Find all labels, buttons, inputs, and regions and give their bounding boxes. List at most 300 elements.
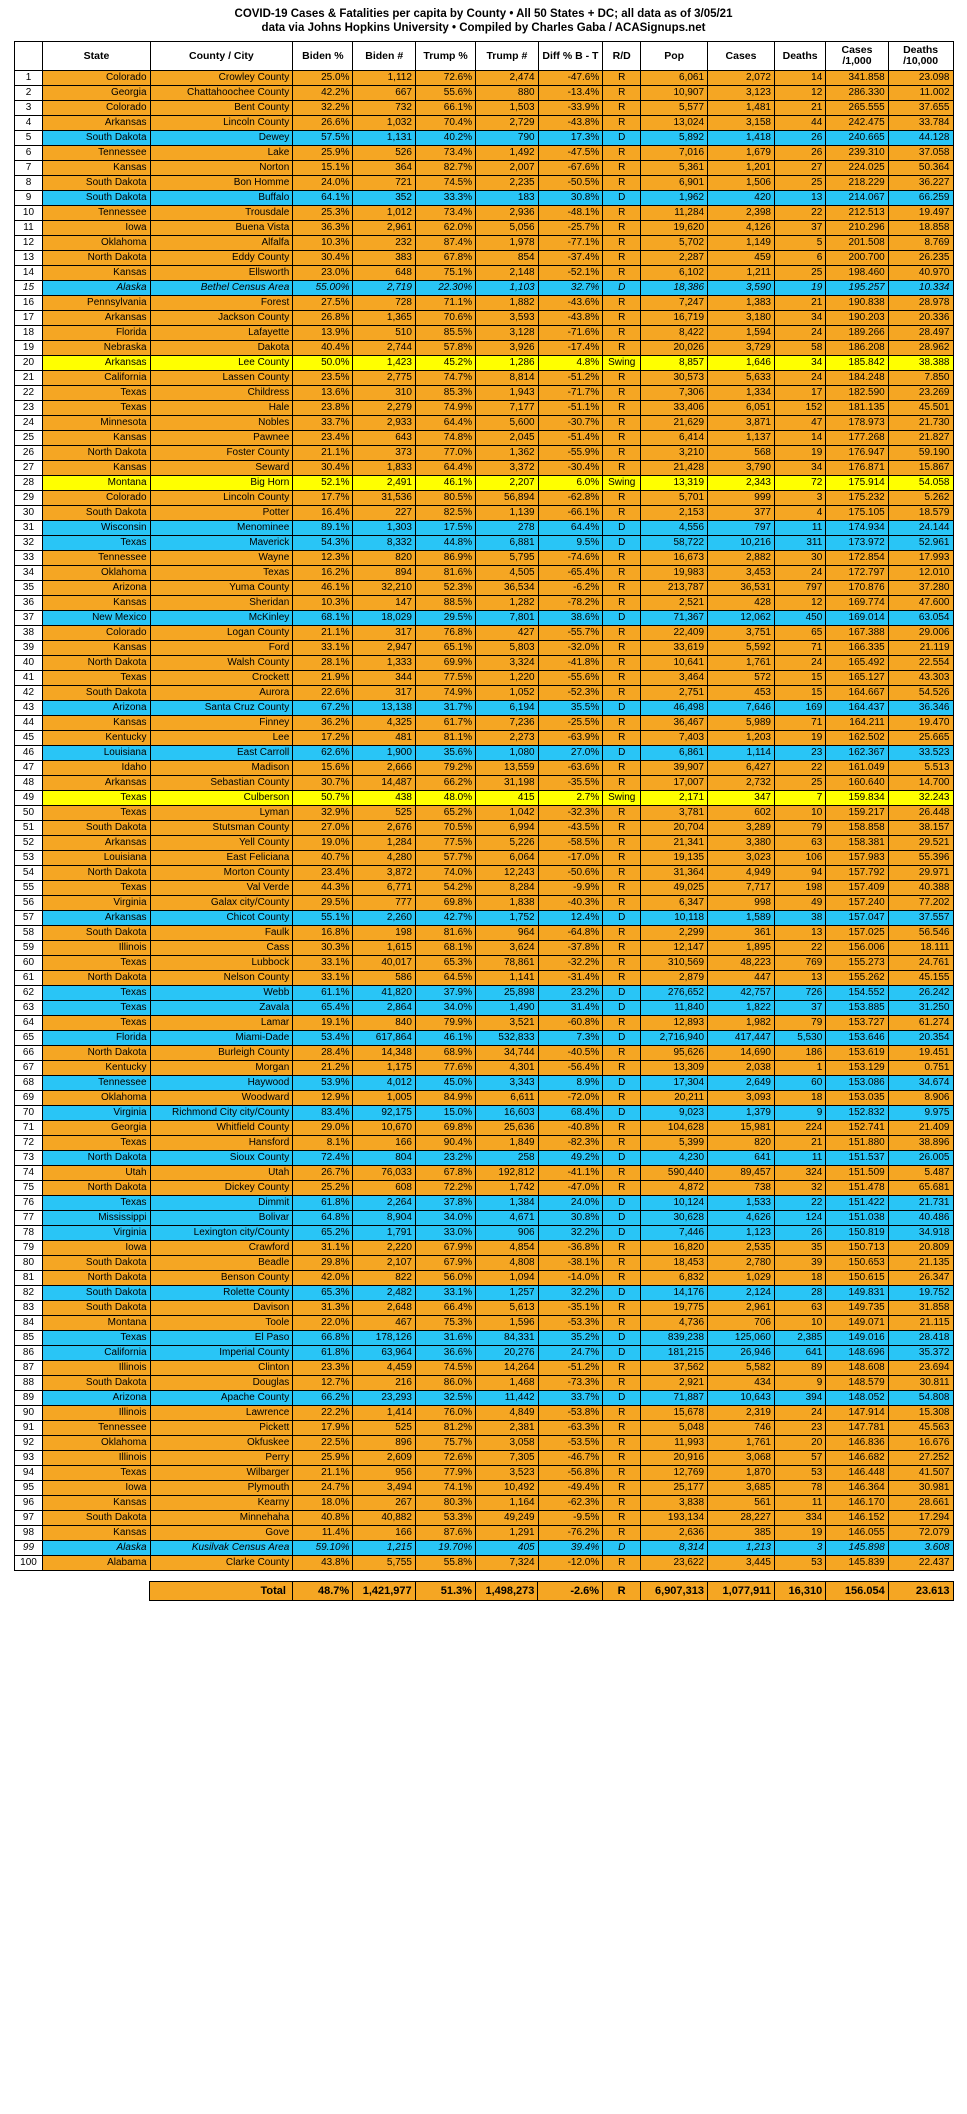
row-biden-num: 2,260: [353, 911, 415, 926]
row-pop: 71,887: [641, 1391, 708, 1406]
row-deaths-per-10k: 41.507: [888, 1466, 953, 1481]
row-cases-per-1k: 175.232: [826, 491, 888, 506]
row-county: Apache County: [150, 1391, 293, 1406]
row-county: Nelson County: [150, 971, 293, 986]
row-diff: -32.2%: [538, 956, 603, 971]
row-deaths: 22: [774, 1196, 825, 1211]
row-biden-num: 92,175: [353, 1106, 415, 1121]
row-rd: R: [603, 341, 641, 356]
row-biden-pct: 30.4%: [293, 251, 353, 266]
table-header-row: [14, 42, 953, 71]
row-diff: 12.4%: [538, 911, 603, 926]
row-trump-num: 56,894: [476, 491, 538, 506]
row-rd: R: [603, 776, 641, 791]
row-trump-num: 1,503: [476, 101, 538, 116]
row-trump-pct: 23.2%: [415, 1151, 475, 1166]
row-state: Kansas: [43, 641, 150, 656]
row-biden-pct: 24.0%: [293, 176, 353, 191]
row-trump-pct: 77.6%: [415, 1061, 475, 1076]
row-trump-pct: 74.5%: [415, 1361, 475, 1376]
row-deaths-per-10k: 18.858: [888, 221, 953, 236]
row-deaths: 58: [774, 341, 825, 356]
row-deaths: 12: [774, 596, 825, 611]
row-cases-per-1k: 190.203: [826, 311, 888, 326]
row-diff: 4.8%: [538, 356, 603, 371]
row-county: Texas: [150, 566, 293, 581]
row-trump-num: 36,534: [476, 581, 538, 596]
row-state: Oklahoma: [43, 1436, 150, 1451]
row-county: Hansford: [150, 1136, 293, 1151]
row-cases: 417,447: [708, 1031, 775, 1046]
row-state: North Dakota: [43, 866, 150, 881]
row-cases: 3,023: [708, 851, 775, 866]
row-deaths: 37: [774, 221, 825, 236]
row-county: East Carroll: [150, 746, 293, 761]
row-deaths: 10: [774, 1316, 825, 1331]
row-deaths: 15: [774, 686, 825, 701]
row-pop: 11,840: [641, 1001, 708, 1016]
row-rank: 40: [14, 656, 43, 671]
row-county: Rolette County: [150, 1286, 293, 1301]
table-row: [14, 101, 953, 116]
row-deaths-per-10k: 21.827: [888, 431, 953, 446]
table-row: [14, 1046, 953, 1061]
row-county: Lexington city/County: [150, 1226, 293, 1241]
row-trump-pct: 68.9%: [415, 1046, 475, 1061]
row-rd: R: [603, 1436, 641, 1451]
row-trump-pct: 82.7%: [415, 161, 475, 176]
row-trump-pct: 87.6%: [415, 1526, 475, 1541]
row-diff: -62.8%: [538, 491, 603, 506]
row-deaths: 6: [774, 251, 825, 266]
row-cases: 797: [708, 521, 775, 536]
row-deaths: 797: [774, 581, 825, 596]
row-rank: 58: [14, 926, 43, 941]
row-rank: 28: [14, 476, 43, 491]
row-deaths: 25: [774, 776, 825, 791]
row-deaths: 17: [774, 386, 825, 401]
row-deaths-per-10k: 17.993: [888, 551, 953, 566]
row-diff: -52.3%: [538, 686, 603, 701]
row-deaths: 26: [774, 131, 825, 146]
row-pop: 30,628: [641, 1211, 708, 1226]
row-deaths-per-10k: 55.396: [888, 851, 953, 866]
row-pop: 8,422: [641, 326, 708, 341]
row-county: Kearny: [150, 1496, 293, 1511]
row-cases: 3,180: [708, 311, 775, 326]
row-biden-pct: 22.6%: [293, 686, 353, 701]
row-cases-per-1k: 178.973: [826, 416, 888, 431]
row-biden-num: 1,112: [353, 71, 415, 86]
row-trump-num: 1,282: [476, 596, 538, 611]
table-row: [14, 641, 953, 656]
row-county: Morton County: [150, 866, 293, 881]
row-state: Mississippi: [43, 1211, 150, 1226]
row-biden-pct: 32.2%: [293, 101, 353, 116]
row-pop: 6,901: [641, 176, 708, 191]
row-county: Lee: [150, 731, 293, 746]
row-cases-per-1k: 151.509: [826, 1166, 888, 1181]
table-row: [14, 461, 953, 476]
row-biden-num: 1,365: [353, 311, 415, 326]
row-pop: 71,367: [641, 611, 708, 626]
row-cases: 2,882: [708, 551, 775, 566]
row-trump-num: 1,141: [476, 971, 538, 986]
row-deaths-per-10k: 72.079: [888, 1526, 953, 1541]
row-cases-per-1k: 161.049: [826, 761, 888, 776]
row-trump-pct: 46.1%: [415, 476, 475, 491]
row-cases-per-1k: 198.460: [826, 266, 888, 281]
row-deaths-per-10k: 50.364: [888, 161, 953, 176]
row-rd: R: [603, 626, 641, 641]
row-rd: R: [603, 1061, 641, 1076]
row-deaths-per-10k: 54.058: [888, 476, 953, 491]
row-biden-num: 648: [353, 266, 415, 281]
row-diff: -63.6%: [538, 761, 603, 776]
row-biden-pct: 17.2%: [293, 731, 353, 746]
row-diff: -47.0%: [538, 1181, 603, 1196]
row-cases: 48,223: [708, 956, 775, 971]
totals-deaths-per-10k: 23.613: [888, 1582, 953, 1601]
row-cases-per-1k: 153.646: [826, 1031, 888, 1046]
row-biden-num: 40,017: [353, 956, 415, 971]
row-diff: -67.6%: [538, 161, 603, 176]
table-row: [14, 911, 953, 926]
row-cases-per-1k: 170.876: [826, 581, 888, 596]
row-diff: 35.5%: [538, 701, 603, 716]
row-biden-pct: 44.3%: [293, 881, 353, 896]
row-county: Buffalo: [150, 191, 293, 206]
row-county: Dickey County: [150, 1181, 293, 1196]
row-deaths: 22: [774, 941, 825, 956]
row-deaths: 37: [774, 1001, 825, 1016]
totals-biden-num: 1,421,977: [353, 1582, 415, 1601]
row-state: Oklahoma: [43, 1091, 150, 1106]
row-state: Montana: [43, 1316, 150, 1331]
row-rank: 78: [14, 1226, 43, 1241]
row-biden-pct: 36.3%: [293, 221, 353, 236]
row-state: Louisiana: [43, 851, 150, 866]
totals-row: [14, 1582, 954, 1601]
table-row: [14, 476, 953, 491]
row-biden-num: 2,666: [353, 761, 415, 776]
row-deaths: 24: [774, 371, 825, 386]
row-rd: R: [603, 1496, 641, 1511]
row-diff: -63.9%: [538, 731, 603, 746]
row-rank: 50: [14, 806, 43, 821]
col-header-cases-per-1k: Cases /1,000: [826, 42, 888, 71]
row-trump-pct: 34.0%: [415, 1001, 475, 1016]
row-biden-pct: 62.6%: [293, 746, 353, 761]
row-deaths-per-10k: 28.418: [888, 1331, 953, 1346]
table-row: [14, 716, 953, 731]
row-biden-pct: 16.4%: [293, 506, 353, 521]
row-rd: R: [603, 1466, 641, 1481]
row-rank: 77: [14, 1211, 43, 1226]
row-trump-num: 25,636: [476, 1121, 538, 1136]
row-diff: -9.5%: [538, 1511, 603, 1526]
row-deaths: 53: [774, 1466, 825, 1481]
row-biden-num: 14,348: [353, 1046, 415, 1061]
row-cases: 1,646: [708, 356, 775, 371]
row-biden-pct: 18.0%: [293, 1496, 353, 1511]
row-rank: 63: [14, 1001, 43, 1016]
row-biden-num: 40,882: [353, 1511, 415, 1526]
row-deaths: 10: [774, 806, 825, 821]
totals-pop: 6,907,313: [641, 1582, 708, 1601]
row-diff: -66.1%: [538, 506, 603, 521]
row-rank: 41: [14, 671, 43, 686]
row-pop: 276,652: [641, 986, 708, 1001]
row-rd: R: [603, 416, 641, 431]
row-trump-num: 1,052: [476, 686, 538, 701]
row-pop: 9,023: [641, 1106, 708, 1121]
row-biden-num: 804: [353, 1151, 415, 1166]
row-pop: 13,024: [641, 116, 708, 131]
row-cases: 42,757: [708, 986, 775, 1001]
row-state: Minnesota: [43, 416, 150, 431]
row-state: Arkansas: [43, 311, 150, 326]
row-deaths-per-10k: 40.486: [888, 1211, 953, 1226]
row-cases: 26,946: [708, 1346, 775, 1361]
row-biden-num: 2,961: [353, 221, 415, 236]
row-diff: 32.2%: [538, 1226, 603, 1241]
row-cases: 568: [708, 446, 775, 461]
row-rank: 71: [14, 1121, 43, 1136]
row-trump-pct: 65.3%: [415, 956, 475, 971]
row-deaths-per-10k: 37.655: [888, 101, 953, 116]
row-cases: 2,038: [708, 1061, 775, 1076]
row-biden-pct: 66.2%: [293, 1391, 353, 1406]
row-deaths: 394: [774, 1391, 825, 1406]
row-rd: R: [603, 446, 641, 461]
row-rd: R: [603, 386, 641, 401]
row-biden-pct: 43.8%: [293, 1556, 353, 1571]
row-diff: 23.2%: [538, 986, 603, 1001]
row-biden-num: 643: [353, 431, 415, 446]
table-row: [14, 1541, 953, 1556]
row-county: Crawford: [150, 1241, 293, 1256]
row-pop: 7,016: [641, 146, 708, 161]
row-deaths-per-10k: 12.010: [888, 566, 953, 581]
row-cases: 1,481: [708, 101, 775, 116]
row-deaths: 3: [774, 1541, 825, 1556]
row-biden-pct: 25.9%: [293, 146, 353, 161]
row-cases-per-1k: 186.208: [826, 341, 888, 356]
row-trump-pct: 53.3%: [415, 1511, 475, 1526]
row-state: Oklahoma: [43, 236, 150, 251]
row-diff: -60.8%: [538, 1016, 603, 1031]
row-pop: 13,319: [641, 476, 708, 491]
row-biden-num: 317: [353, 626, 415, 641]
row-diff: -71.7%: [538, 386, 603, 401]
row-county: Douglas: [150, 1376, 293, 1391]
row-deaths-per-10k: 19.497: [888, 206, 953, 221]
row-deaths: 7: [774, 791, 825, 806]
table-row: [14, 206, 953, 221]
row-rd: R: [603, 1241, 641, 1256]
table-row: [14, 1496, 953, 1511]
row-state: Texas: [43, 806, 150, 821]
row-rd: D: [603, 536, 641, 551]
row-trump-num: 4,854: [476, 1241, 538, 1256]
row-biden-num: 1,005: [353, 1091, 415, 1106]
row-cases-per-1k: 169.014: [826, 611, 888, 626]
row-deaths-per-10k: 28.661: [888, 1496, 953, 1511]
row-trump-num: 2,235: [476, 176, 538, 191]
row-rank: 54: [14, 866, 43, 881]
row-rd: R: [603, 1451, 641, 1466]
row-trump-num: 4,301: [476, 1061, 538, 1076]
row-cases-per-1k: 176.871: [826, 461, 888, 476]
row-biden-pct: 59.10%: [293, 1541, 353, 1556]
row-county: Pickett: [150, 1421, 293, 1436]
row-cases-per-1k: 148.052: [826, 1391, 888, 1406]
row-rd: R: [603, 671, 641, 686]
row-deaths: 21: [774, 1136, 825, 1151]
row-deaths: 63: [774, 836, 825, 851]
row-deaths-per-10k: 29.521: [888, 836, 953, 851]
row-diff: -58.5%: [538, 836, 603, 851]
row-deaths: 19: [774, 731, 825, 746]
row-deaths-per-10k: 5.487: [888, 1166, 953, 1181]
row-rd: R: [603, 431, 641, 446]
row-trump-num: 1,384: [476, 1196, 538, 1211]
row-diff: -37.4%: [538, 251, 603, 266]
row-deaths-per-10k: 26.448: [888, 806, 953, 821]
row-trump-pct: 36.6%: [415, 1346, 475, 1361]
table-row: [14, 161, 953, 176]
row-cases: 706: [708, 1316, 775, 1331]
row-trump-pct: 37.8%: [415, 1196, 475, 1211]
table-row: [14, 1196, 953, 1211]
row-cases-per-1k: 162.502: [826, 731, 888, 746]
row-cases: 1,029: [708, 1271, 775, 1286]
row-pop: 2,636: [641, 1526, 708, 1541]
row-biden-pct: 26.6%: [293, 116, 353, 131]
row-diff: -62.3%: [538, 1496, 603, 1511]
row-deaths-per-10k: 40.388: [888, 881, 953, 896]
row-cases: 3,068: [708, 1451, 775, 1466]
row-county: Yuma County: [150, 581, 293, 596]
row-trump-num: 1,752: [476, 911, 538, 926]
row-rank: 100: [14, 1556, 43, 1571]
table-row: [14, 596, 953, 611]
row-deaths-per-10k: 8.769: [888, 236, 953, 251]
row-diff: -35.1%: [538, 1301, 603, 1316]
row-biden-num: 227: [353, 506, 415, 521]
row-deaths: 71: [774, 641, 825, 656]
row-deaths: 23: [774, 746, 825, 761]
row-biden-num: 2,775: [353, 371, 415, 386]
row-state: Alabama: [43, 1556, 150, 1571]
row-state: South Dakota: [43, 1301, 150, 1316]
row-cases: 3,123: [708, 86, 775, 101]
row-county: Davison: [150, 1301, 293, 1316]
row-deaths-per-10k: 19.451: [888, 1046, 953, 1061]
row-trump-num: 11,442: [476, 1391, 538, 1406]
row-county: Lassen County: [150, 371, 293, 386]
table-row: [14, 821, 953, 836]
row-cases-per-1k: 157.409: [826, 881, 888, 896]
row-cases: 5,592: [708, 641, 775, 656]
row-rank: 23: [14, 401, 43, 416]
row-biden-pct: 28.4%: [293, 1046, 353, 1061]
row-pop: 3,838: [641, 1496, 708, 1511]
row-biden-num: 1,833: [353, 461, 415, 476]
row-diff: 27.0%: [538, 746, 603, 761]
row-deaths-per-10k: 63.054: [888, 611, 953, 626]
row-deaths: 224: [774, 1121, 825, 1136]
row-trump-pct: 15.0%: [415, 1106, 475, 1121]
row-pop: 22,409: [641, 626, 708, 641]
row-county: Sheridan: [150, 596, 293, 611]
row-deaths: 13: [774, 191, 825, 206]
row-rank: 67: [14, 1061, 43, 1076]
row-diff: 38.6%: [538, 611, 603, 626]
row-cases-per-1k: 148.696: [826, 1346, 888, 1361]
row-county: Eddy County: [150, 251, 293, 266]
row-cases-per-1k: 224.025: [826, 161, 888, 176]
row-rank: 8: [14, 176, 43, 191]
table-row: [14, 626, 953, 641]
row-trump-pct: 72.6%: [415, 1451, 475, 1466]
row-county: Jackson County: [150, 311, 293, 326]
row-cases: 3,445: [708, 1556, 775, 1571]
row-rd: D: [603, 1031, 641, 1046]
row-trump-num: 2,729: [476, 116, 538, 131]
row-deaths: 53: [774, 1556, 825, 1571]
row-trump-pct: 42.7%: [415, 911, 475, 926]
row-deaths-per-10k: 21.731: [888, 1196, 953, 1211]
row-cases-per-1k: 175.105: [826, 506, 888, 521]
row-biden-num: 777: [353, 896, 415, 911]
row-state: Texas: [43, 401, 150, 416]
row-biden-num: 840: [353, 1016, 415, 1031]
row-pop: 7,306: [641, 386, 708, 401]
row-cases: 125,060: [708, 1331, 775, 1346]
row-deaths: 9: [774, 1376, 825, 1391]
row-rank: 76: [14, 1196, 43, 1211]
row-deaths: 14: [774, 71, 825, 86]
row-county: Lawrence: [150, 1406, 293, 1421]
row-deaths: 124: [774, 1211, 825, 1226]
row-diff: 39.4%: [538, 1541, 603, 1556]
row-biden-num: 2,744: [353, 341, 415, 356]
row-pop: 16,719: [641, 311, 708, 326]
table-row: [14, 1406, 953, 1421]
row-diff: -51.1%: [538, 401, 603, 416]
table-row: [14, 1466, 953, 1481]
row-rd: R: [603, 1421, 641, 1436]
row-deaths-per-10k: 21.119: [888, 641, 953, 656]
row-cases: 28,227: [708, 1511, 775, 1526]
row-biden-pct: 65.3%: [293, 1286, 353, 1301]
row-diff: -43.5%: [538, 821, 603, 836]
row-deaths-per-10k: 43.303: [888, 671, 953, 686]
row-deaths: 44: [774, 116, 825, 131]
row-diff: -55.6%: [538, 671, 603, 686]
row-state: Utah: [43, 1166, 150, 1181]
row-rank: 10: [14, 206, 43, 221]
row-biden-pct: 50.7%: [293, 791, 353, 806]
row-biden-pct: 16.2%: [293, 566, 353, 581]
row-cases-per-1k: 184.248: [826, 371, 888, 386]
row-rank: 6: [14, 146, 43, 161]
row-biden-num: 41,820: [353, 986, 415, 1001]
row-cases: 1,334: [708, 386, 775, 401]
row-rd: Swing: [603, 791, 641, 806]
